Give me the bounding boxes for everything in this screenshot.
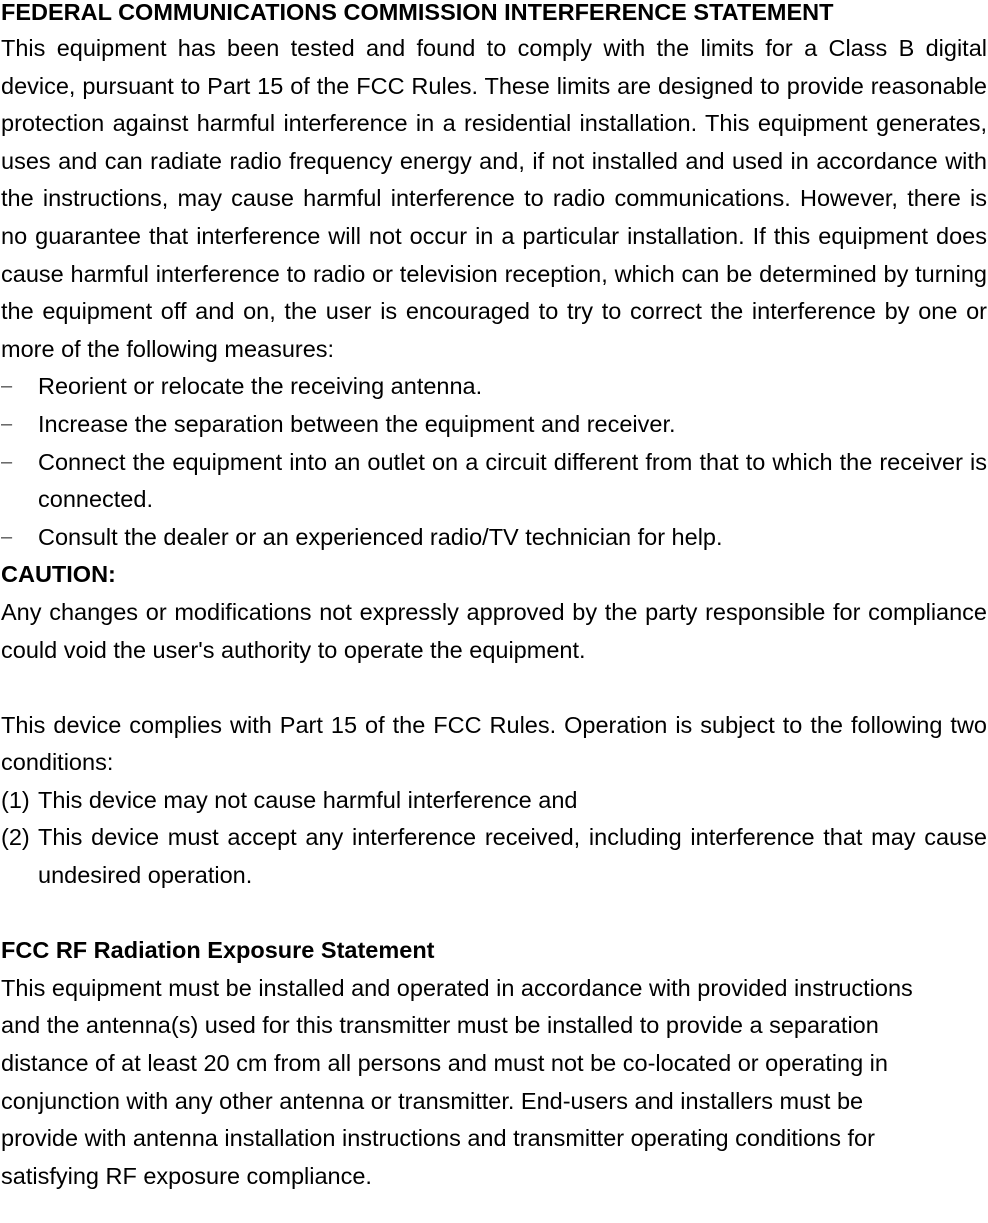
dash-bullet: – [1,450,13,473]
condition-number: (1) [1,786,30,813]
dash-bullet: – [1,375,13,398]
measure-text: Reorient or relocate the receiving antenna. [38,373,483,400]
rf-exposure-text [1,970,987,1196]
spacer [1,669,987,707]
measure-text: Connect the equipment into an outlet on a circuit different from that to which the receiver is connected. [38,448,987,513]
dash-bullet: – [1,412,13,435]
rf-exposure-title: FCC RF Radiation Exposure Statement [1,937,435,964]
condition-text: This device must accept any interference received, including interference that may cause undesired operation. [38,824,987,889]
rf-exposure-line: and the antenna(s) used for this transmitter must be installed to provide a separation [1,1012,879,1039]
measure-item [1,406,987,444]
dash-bullet: – [1,525,13,548]
rf-exposure-line: conjunction with any other antenna or transmitter. End-users and installers must be [1,1087,864,1114]
condition-text: This device may not cause harmful interference and [38,786,578,813]
rf-exposure-line: distance of at least 20 cm from all persons and must not be co-located or operating in [1,1050,888,1077]
fcc-statement-intro: This equipment has been tested and found to comply with the limits for a Class B digital device, pursuant to Part 15 of the FCC Rules. These limits are designed to provide reasonable protection against harmful interference in a residential installation. This equipment generates, uses and can radiate radio frequency energy and, if not installed and used in accordance with the instructions, may cause harmful interference to radio communications. However, there is no guarantee that interference will not occur in a particular installation. If this equipment does cause harmful interference to radio or television reception, which can be determined by turning the equipment off and on, the user is encouraged to try to correct the interference by one or more of the following measures: [1,35,987,362]
measure-text: Consult the dealer or an experienced radio/TV technician for help. [38,523,723,550]
fcc-statement-title: FEDERAL COMMUNICATIONS COMMISSION INTERFERENCE STATEMENT [1,0,834,25]
caution-text: Any changes or modifications not expressly approved by the party responsible for compliance could void the user's authority to operate the equipment. [1,598,987,663]
conditions-list [1,782,987,895]
measure-text: Increase the separation between the equipment and receiver. [38,410,676,437]
part15-text: This device complies with Part 15 of the FCC Rules. Operation is subject to the following two conditions: [1,711,987,776]
rf-exposure-line: This equipment must be installed and operated in accordance with provided instructions [1,974,913,1001]
spacer [1,895,987,933]
measure-item [1,368,987,406]
measures-list [1,368,987,556]
rf-exposure-line: satisfying RF exposure compliance. [1,1162,372,1189]
rf-exposure-line: provide with antenna installation instructions and transmitter operating conditions for [1,1125,875,1152]
condition-item [1,819,987,894]
measure-item [1,519,987,557]
measure-item [1,444,987,519]
caution-label: CAUTION: [1,561,116,588]
condition-item [1,782,987,820]
condition-number: (2) [1,824,30,851]
